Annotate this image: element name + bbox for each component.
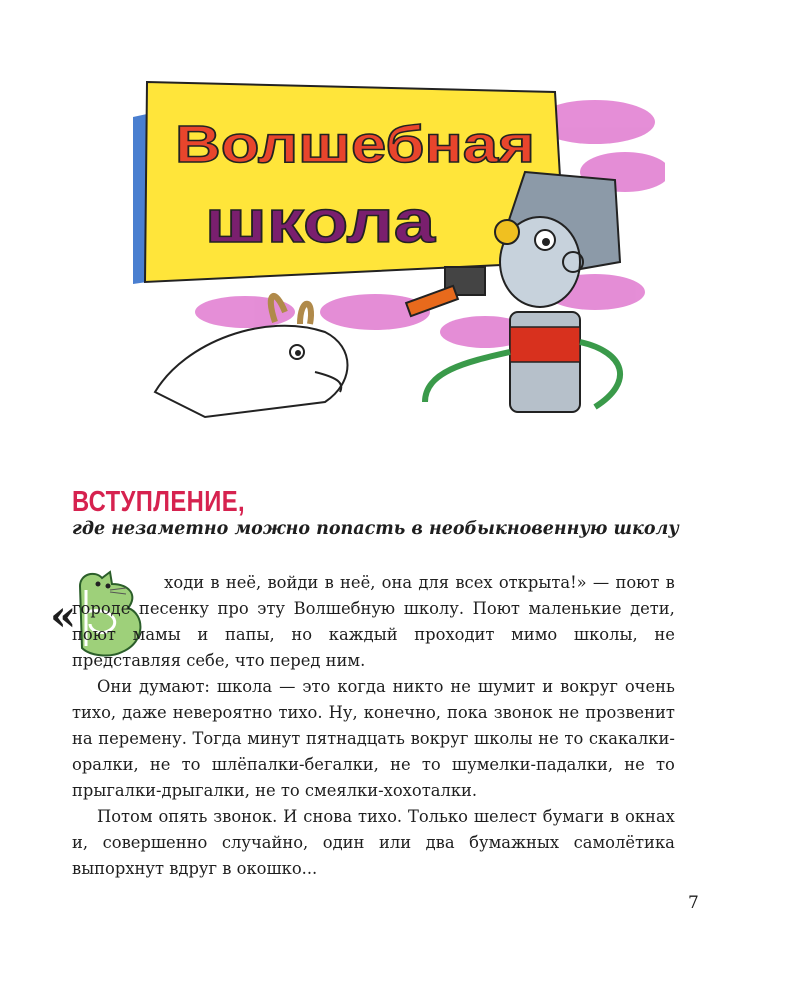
dropcap-letter: В	[86, 646, 87, 647]
paragraph-3: Потом опять звонок. И снова тихо. Только шелест бумаги в окнах и, совершенно случайно, один или два бумажных самолётика выпорхнут вдруг в окошко...	[72, 807, 675, 879]
body-text	[72, 570, 675, 882]
sign-line-1: Волшебная	[175, 116, 535, 174]
chapter-title: ВСТУПЛЕНИЕ,	[72, 486, 246, 518]
chapter-subtitle: где незаметно можно попасть в необыкновенную школу	[72, 519, 679, 539]
chapter-illustration	[125, 62, 665, 422]
sign-line-2: школа	[205, 188, 436, 255]
paragraph-2: Они думают: школа — это когда никто не шумит и вокруг очень тихо, даже невероятно тихо. Ну, конечно, пока звонок не прозвенит на перемену. Тогда минут пятнадцать вокруг школы не то скакалки-оралки, не то шлёпалки-бегалки, не то шумелки-падалки, не то прыгалки-дрыгалки, не то смеялки-хохоталки.	[72, 677, 675, 801]
dropcap-quote: «	[50, 591, 77, 640]
paragraph-1: ходи в неё, войди в неё, она для всех открыта!» — поют в городе песенку про эту Волшебную школу. Поют маленькие дети, поют мамы и папы, но каждый проходит мимо школы, не представляя себе, что перед ним.	[72, 573, 675, 671]
page-number: 7	[688, 893, 699, 913]
